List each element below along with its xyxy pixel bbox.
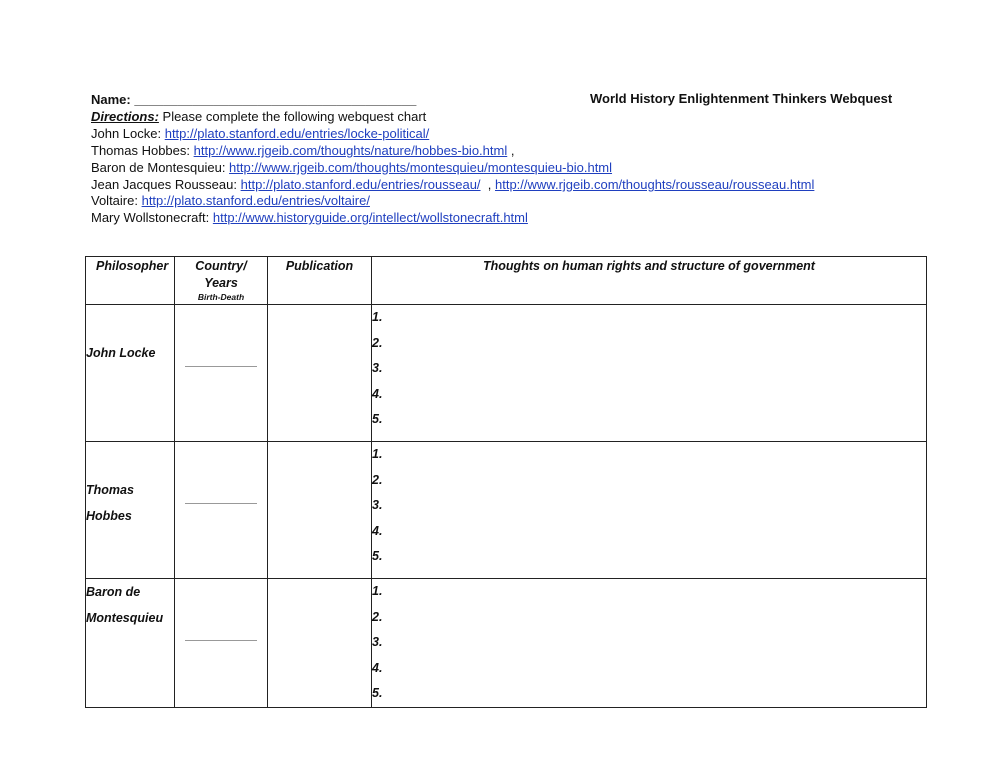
thought-number: 2.: [372, 472, 383, 487]
publication-cell[interactable]: [268, 579, 372, 708]
header-country-years: [175, 257, 268, 305]
thought-number: 3.: [372, 635, 383, 650]
philosopher-name: John Locke: [86, 346, 156, 360]
header-thoughts: Thoughts on human rights and structure of government: [372, 257, 927, 305]
table-row: [86, 579, 927, 708]
thought-number: 5.: [372, 549, 383, 564]
source-label: Baron de Montesquieu:: [91, 160, 230, 175]
thought-number: 3.: [372, 361, 383, 376]
source-link[interactable]: http://www.rjgeib.com/thoughts/rousseau/rousseau.html: [495, 177, 815, 192]
source-separator: ,: [480, 177, 495, 192]
thought-number: 3.: [372, 498, 383, 513]
table-row: [86, 442, 927, 579]
years-blank-line: [185, 503, 257, 504]
country-years-cell[interactable]: [175, 442, 268, 579]
thought-number: 2.: [372, 609, 383, 624]
philosopher-name: Montesquieu: [86, 611, 164, 625]
thought-number: 4.: [372, 386, 383, 401]
country-years-cell[interactable]: [175, 579, 268, 708]
thought-number: 1.: [372, 447, 383, 461]
philosopher-name: [86, 314, 174, 340]
philosopher-name: Hobbes: [86, 509, 132, 523]
source-link[interactable]: http://plato.stanford.edu/entries/voltaire/: [141, 193, 370, 208]
thought-number: 4.: [372, 660, 383, 675]
source-line-hobbes: [91, 142, 514, 159]
source-line-rousseau: [91, 176, 814, 193]
source-link[interactable]: http://plato.stanford.edu/entries/locke-political/: [164, 126, 430, 141]
publication-cell[interactable]: [268, 305, 372, 442]
source-line-wollstonecraft: [91, 209, 528, 226]
source-link[interactable]: http://www.historyguide.org/intellect/wollstonecraft.html: [212, 210, 528, 225]
thought-number: 1.: [372, 584, 383, 598]
worksheet-title: World History Enlightenment Thinkers Webquest: [590, 91, 893, 106]
source-label: Jean Jacques Rousseau:: [91, 177, 241, 192]
directions-label: Directions:: [91, 109, 159, 124]
source-line-voltaire: [91, 192, 370, 209]
thought-number: 2.: [372, 335, 383, 350]
header-philosopher: Philosopher: [86, 257, 175, 305]
publication-cell[interactable]: [268, 442, 372, 579]
webquest-table: [85, 256, 927, 708]
source-label: Voltaire:: [91, 193, 142, 208]
philosopher-cell: [86, 305, 175, 442]
philosopher-cell: [86, 579, 175, 708]
header-country: Country/: [195, 259, 247, 273]
source-line-montesquieu: [91, 159, 612, 176]
header-publication: Publication: [268, 257, 372, 305]
source-link[interactable]: http://www.rjgeib.com/thoughts/nature/hobbes-bio.html: [193, 143, 508, 158]
thought-number: 5.: [372, 686, 383, 701]
directions-text: Please complete the following webquest chart: [158, 109, 427, 124]
header-years: Years: [204, 276, 238, 290]
philosopher-name: Thomas: [86, 483, 134, 497]
table-header-row: [86, 257, 927, 305]
source-label: Mary Wollstonecraft:: [91, 210, 213, 225]
thoughts-cell[interactable]: [372, 442, 927, 579]
philosopher-cell: [86, 442, 175, 579]
country-years-cell[interactable]: [175, 305, 268, 442]
source-link[interactable]: http://www.rjgeib.com/thoughts/montesquieu/montesquieu-bio.html: [229, 160, 613, 175]
header-birth-death: Birth-Death: [197, 292, 245, 302]
philosopher-name: Baron de: [86, 585, 141, 599]
thought-number: 5.: [372, 412, 383, 427]
thought-number: 4.: [372, 523, 383, 538]
thought-number: 1.: [372, 310, 383, 324]
philosopher-name: [86, 451, 174, 477]
source-separator: ,: [507, 143, 515, 158]
thoughts-cell[interactable]: [372, 579, 927, 708]
source-link[interactable]: http://plato.stanford.edu/entries/rousseau/: [240, 177, 481, 192]
source-label: Thomas Hobbes:: [91, 143, 194, 158]
thoughts-cell[interactable]: [372, 305, 927, 442]
table-row: [86, 305, 927, 442]
source-label: John Locke:: [91, 126, 165, 141]
years-blank-line: [185, 640, 257, 641]
directions: [91, 108, 426, 125]
source-line-locke: [91, 125, 429, 142]
years-blank-line: [185, 366, 257, 367]
name-field-label: Name: _______________________________________: [91, 92, 417, 107]
